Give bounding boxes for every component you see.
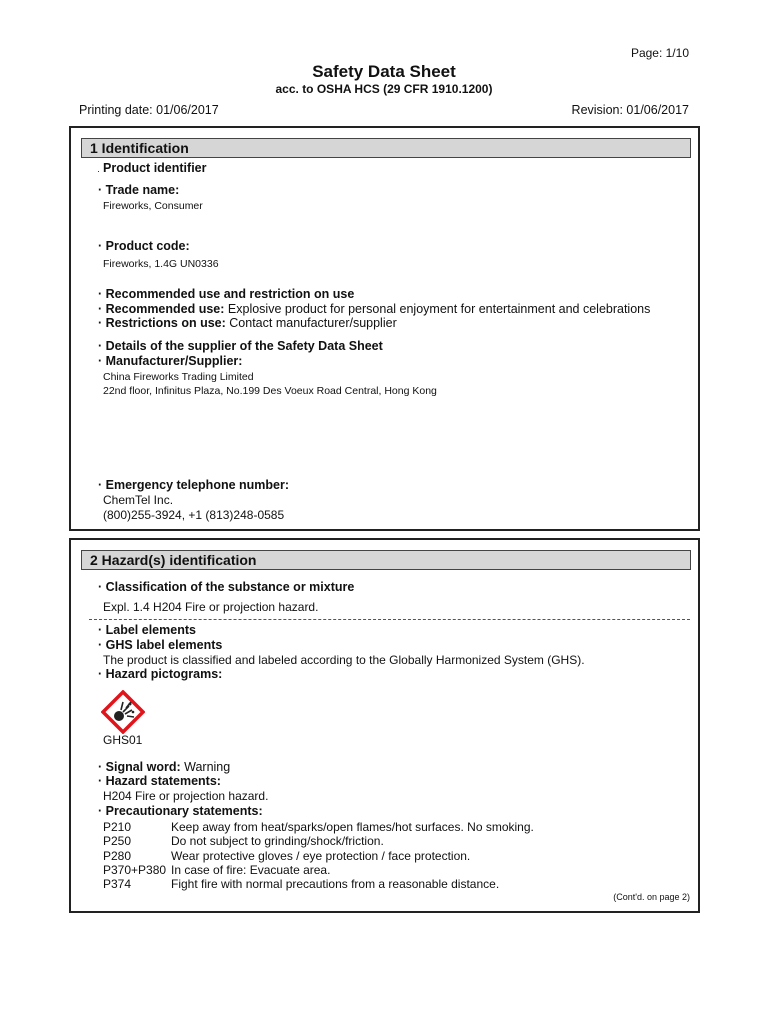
precautionary-text: Wear protective gloves / eye protection / face protection. [171,849,471,863]
precautionary-text: Keep away from heat/sparks/open flames/hot surfaces. No smoking. [171,820,534,834]
restrictions-value: Contact manufacturer/supplier [229,316,397,330]
supplier-heading: · Details of the supplier of the Safety Data Sheet [98,339,383,353]
hazard-statement: H204 Fire or projection hazard. [103,789,269,803]
section-divider [89,619,690,620]
manufacturer-name: China Fireworks Trading Limited [103,371,254,383]
precautionary-text: Do not subject to grinding/shock/friction. [171,834,384,848]
ghs-label-elements-heading: · GHS label elements [98,638,223,652]
restrictions-row [98,316,397,330]
label-elements-heading: · Label elements [98,623,196,637]
emergency-phone: (800)255-3924, +1 (813)248-0585 [103,508,285,522]
hazard-pictograms-label: · Hazard pictograms: [98,667,223,681]
precautionary-label: · Precautionary statements: [98,804,263,818]
page-number: Page: 1/10 [630,46,689,60]
bullet-dot: · [97,166,100,176]
signal-word-label: · Signal word: [98,760,181,774]
precautionary-text: In case of fire: Evacuate area. [171,863,331,877]
product-code-label: · Product code: [98,239,190,253]
trade-name-value: Fireworks, Consumer [103,200,203,212]
precautionary-text: Fight fire with normal precautions from a reasonable distance. [171,877,500,891]
classification-value: Expl. 1.4 H204 Fire or projection hazard. [103,600,319,614]
recommended-use-row [98,302,650,316]
precautionary-code: P250 [103,834,132,848]
ghs-statement: The product is classified and labeled according to the Globally Harmonized System (GHS). [103,653,585,667]
recommended-use-value: Explosive product for personal enjoyment for entertainment and celebrations [227,302,651,316]
document-subtitle: acc. to OSHA HCS (29 CFR 1910.1200) [275,82,493,96]
ghs-pictogram-code: GHS01 [103,733,143,747]
recommended-use-heading: · Recommended use and restriction on use [98,287,355,301]
signal-word-row [98,760,230,774]
printing-date: Printing date: 01/06/2017 [79,103,219,117]
manufacturer-address: 22nd floor, Infinitus Plaza, No.199 Des Voeux Road Central, Hong Kong [103,385,437,397]
section-2-title: 2 Hazard(s) identification [81,550,691,570]
classification-heading: · Classification of the substance or mixture [98,580,355,594]
precautionary-code: P280 [103,849,132,863]
restrictions-label: · Restrictions on use: [98,316,226,330]
manufacturer-label: · Manufacturer/Supplier: [98,354,243,368]
revision-date: Revision: 01/06/2017 [571,103,689,117]
emergency-label: · Emergency telephone number: [98,478,290,492]
hazard-statements-label: · Hazard statements: [98,774,221,788]
precautionary-code: P374 [103,877,132,891]
product-code-value: Fireworks, 1.4G UN0336 [103,258,219,270]
product-identifier-heading: Product identifier [103,161,207,175]
continued-note: (Cont'd. on page 2) [613,892,690,902]
emergency-company: ChemTel Inc. [103,493,174,507]
recommended-use-label: · Recommended use: [98,302,225,316]
section-1-title: 1 Identification [81,138,691,158]
exploding-bomb-icon [101,690,145,734]
signal-word-value: Warning [184,760,231,774]
precautionary-code: P370+P380 [103,863,167,877]
document-title: Safety Data Sheet [312,62,456,81]
trade-name-label: · Trade name: [98,183,180,197]
precautionary-code: P210 [103,820,132,834]
